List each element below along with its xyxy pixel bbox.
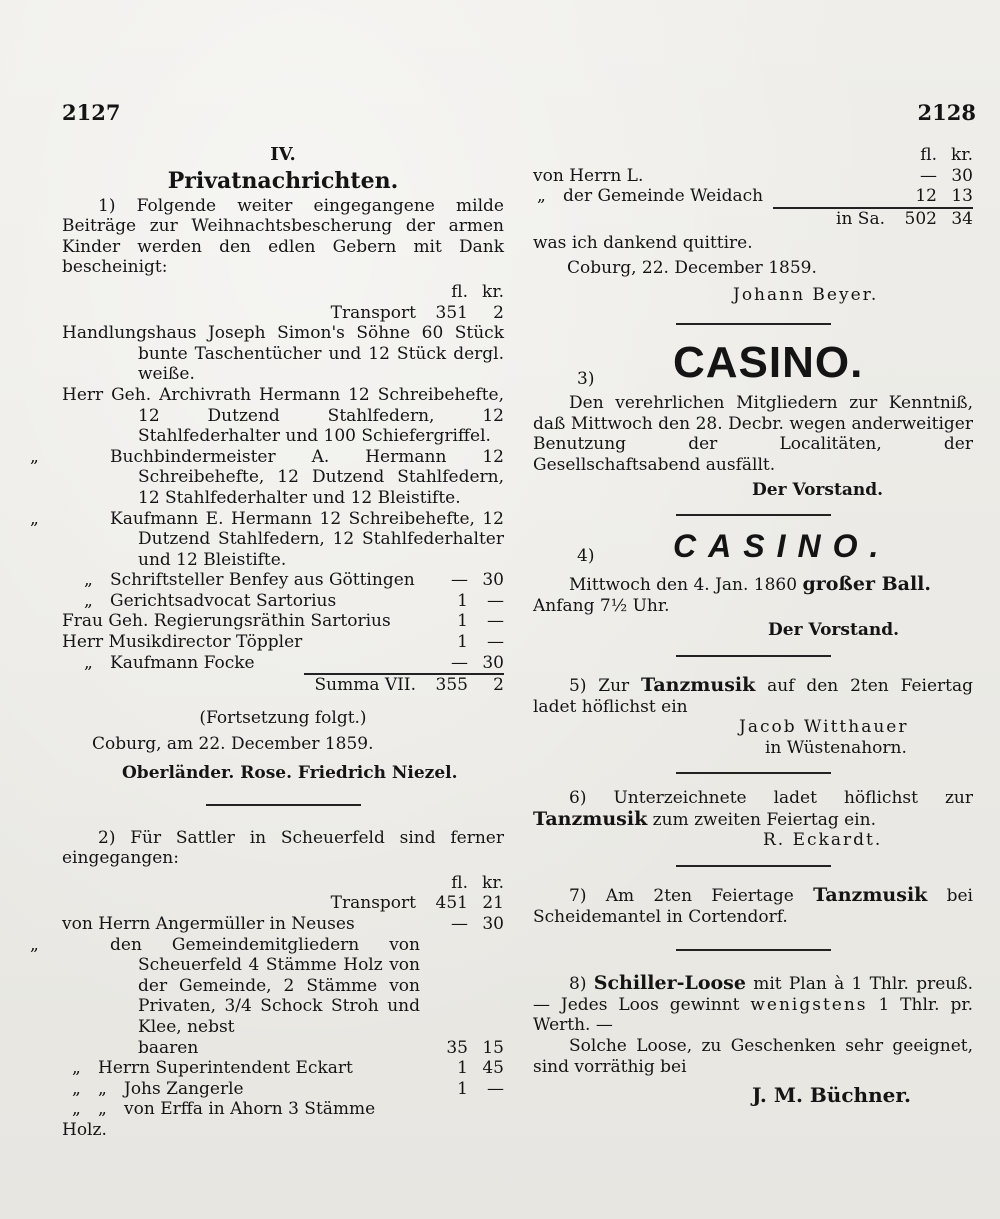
amount-row: von Herrn Angermüller in Neuses — 30 (62, 914, 504, 934)
ball-start: Anfang 7½ Uhr. (533, 595, 670, 616)
lottery-notice-2: Solche Loose, zu Geschenken sehr geeignet, sind vorräthig bei (533, 1036, 973, 1077)
signature: Johann Beyer. (733, 284, 879, 305)
receipt-note: was ich dankend quittire. (533, 233, 753, 254)
amount-row: „ Gerichtsadvocat Sartorius 1 — (84, 590, 504, 611)
page-number-right: 2128 (917, 100, 976, 125)
section-title: Privatnachrichten. (167, 167, 399, 194)
casino-notice-text: Den verehrlichen Mitgliedern zur Kenntniß, daß Mittwoch den 28. Decbr. wegen anderweitiger Benutzung der Localitäten, der Gesellschaftsabend ausfällt. (533, 393, 973, 475)
casino-title: CASINO. (673, 528, 891, 565)
dance-notice: 7) Am 2ten Feiertage Tanzmusik bei Scheidemantel in Cortendorf. (533, 884, 973, 927)
signatories: Oberländer. Rose. Friedrich Niezel. (122, 763, 458, 784)
donation-entry: „ Kaufmann E. Hermann 12 Schreibehefte, 12 Dutzend Stahlfedern, 12 Stahlfederhalter und 12 Bleistifte. (30, 508, 504, 570)
amount-row: baaren 35 15 (138, 1037, 504, 1058)
dance-notice: 6) Unterzeichnete ladet höflichst zur Tanzmusik zum zweiten Feiertag ein. (533, 788, 973, 830)
transport-row: Transport 351 2 (330, 302, 504, 323)
continuation-note: (Fortsetzung folgt.) (199, 707, 367, 728)
right-column (533, 145, 973, 1106)
fl-header: fl. (451, 281, 468, 302)
casino-title: CASINO. (673, 338, 864, 388)
notice-2-intro: 2) Für Sattler in Scheuerfeld sind ferner eingegangen: (62, 827, 504, 869)
dance-signer-place: in Wüstenahorn. (765, 737, 907, 758)
amount-row: „ Kaufmann Focke — 30 (84, 652, 504, 673)
transport-row: Transport 451 21 (330, 893, 504, 914)
ball-notice: Mittwoch den 4. Jan. 1860 großer Ball. (569, 573, 932, 596)
column-header-row (62, 282, 504, 303)
page-number-left: 2127 (62, 100, 121, 125)
dance-signer: Jacob Witthauer (739, 717, 909, 738)
ball-signature: Der Vorstand. (768, 620, 899, 641)
dance-notice: 5) Zur Tanzmusik auf den 2ten Feiertag ladet höflichst ein (533, 673, 974, 717)
dance-signer: R. Eckardt. (763, 830, 883, 851)
donation-entry: „ „ von Erffa in Ahorn 3 Stämme (72, 1099, 376, 1120)
lottery-notice: 8) Schiller-Loose mit Plan à 1 Thlr. preuß. — Jedes Loos gewinnt wenigstens 1 Thlr. pr. Werth. — (533, 972, 974, 1036)
sum-row: in Sa. 502 34 (836, 208, 973, 229)
place-date: Coburg, 22. December 1859. (567, 257, 817, 278)
casino-heading-row: 3) CASINO. (577, 338, 864, 389)
kr-header: kr. (482, 281, 504, 302)
notice-1-intro: 1) Folgende weiter eingegangene milde Beiträge zur Weihnachtsbescherung der armen Kinder werden den edlen Gebern mit Dank bescheinigt: (62, 195, 504, 278)
amount-row: Herr Musikdirector Töppler 1 — (62, 632, 504, 653)
amount-row: „ Schriftsteller Benfey aus Göttingen — 30 (84, 570, 504, 591)
divider (206, 804, 361, 806)
divider (676, 655, 831, 657)
amount-row: „ Herrn Superintendent Eckart 1 45 (72, 1058, 504, 1079)
donation-entry: Herr Geh. Archivrath Hermann 12 Schreibehefte, 12 Dutzend Stahlfedern, 12 Stahlfederhalter und 100 Schiefergriffel. (62, 384, 504, 447)
divider (676, 865, 831, 867)
donation-entry-cont: Holz. (62, 1119, 107, 1140)
lottery-signature: J. M. Büchner. (752, 1083, 911, 1108)
divider (676, 772, 831, 774)
place-date: Coburg, am 22. December 1859. (92, 734, 374, 755)
donation-entry: „ Buchbindermeister A. Hermann 12 Schreibehefte, 12 Dutzend Stahlfedern, 12 Stahlfederhalter und 12 Bleistifte. (30, 446, 504, 508)
column-header-row: fl. kr. (920, 145, 973, 165)
casino-heading-row: 4) CASINO. (577, 528, 891, 566)
amount-row: „ der Gemeinde Weidach 12 13 (537, 186, 973, 207)
donation-entry: Handlungshaus Joseph Simon's Söhne 60 Stück bunte Taschentücher und 12 Stück dergl. weiße. (62, 323, 504, 385)
column-header-row: fl. kr. (451, 872, 504, 893)
donation-entry: „ den Gemeindemitgliedern von Scheuerfeld 4 Stämme Holz von der Gemeinde, 2 Stämme von Privaten, 3/4 Schock Stroh und Klee, nebst (30, 934, 420, 1037)
divider (676, 514, 831, 516)
section-number: IV. (270, 144, 296, 165)
left-column (30, 144, 504, 1141)
amount-row: Frau Geh. Regierungsräthin Sartorius 1 — (62, 611, 504, 632)
divider (676, 323, 831, 325)
amount-row: von Herrn L. — 30 (533, 165, 973, 186)
divider (676, 949, 831, 951)
sum-row: Summa VII. 355 2 (314, 675, 504, 696)
casino-signature: Der Vorstand. (752, 479, 883, 500)
amount-row: „ „ Johs Zangerle 1 — (72, 1078, 504, 1099)
